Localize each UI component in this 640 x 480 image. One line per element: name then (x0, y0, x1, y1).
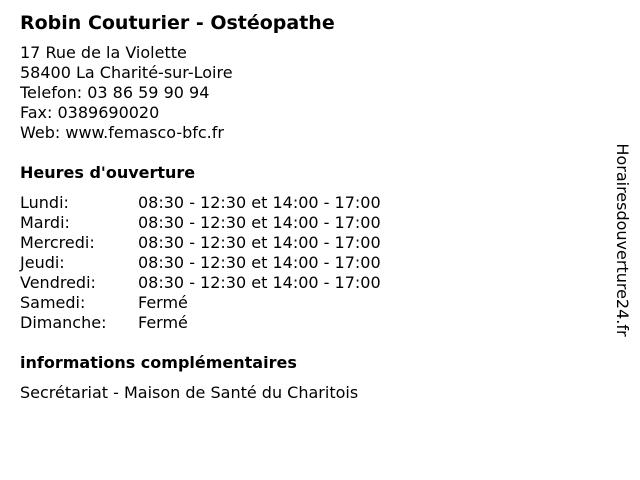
street-address: 17 Rue de la Violette (20, 43, 187, 62)
site-brand-vertical: Horairesdouverture24.fr (613, 143, 632, 337)
hours-day: Lundi: (20, 193, 69, 212)
hours-time: 08:30 - 12:30 et 14:00 - 17:00 (138, 213, 381, 232)
hours-day: Samedi: (20, 293, 86, 312)
hours-time: 08:30 - 12:30 et 14:00 - 17:00 (138, 193, 381, 212)
hours-heading: Heures d'ouverture (20, 163, 196, 182)
hours-row (20, 293, 600, 313)
hours-time: Fermé (138, 313, 188, 332)
hours-row (20, 313, 600, 333)
hours-time: 08:30 - 12:30 et 14:00 - 17:00 (138, 253, 381, 272)
business-card (20, 9, 600, 403)
hours-time: Fermé (138, 293, 188, 312)
address-block (20, 43, 600, 143)
hours-day: Mardi: (20, 213, 70, 232)
hours-day: Vendredi: (20, 273, 96, 292)
website: Web: www.femasco-bfc.fr (20, 123, 224, 142)
hours-day: Dimanche: (20, 313, 107, 332)
hours-row (20, 233, 600, 253)
phone-number: Telefon: 03 86 59 90 94 (20, 83, 210, 102)
fax-number: Fax: 0389690020 (20, 103, 160, 122)
hours-row (20, 193, 600, 213)
hours-day: Jeudi: (20, 253, 65, 272)
city-address: 58400 La Charité-sur-Loire (20, 63, 233, 82)
hours-row (20, 253, 600, 273)
info-heading: informations complémentaires (20, 353, 297, 372)
hours-time: 08:30 - 12:30 et 14:00 - 17:00 (138, 233, 381, 252)
info-text: Secrétariat - Maison de Santé du Charitois (20, 383, 359, 402)
hours-row (20, 273, 600, 293)
hours-day: Mercredi: (20, 233, 95, 252)
business-name: Robin Couturier - Ostéopathe (20, 12, 335, 34)
hours-table (20, 193, 600, 333)
hours-time: 08:30 - 12:30 et 14:00 - 17:00 (138, 273, 381, 292)
hours-row (20, 213, 600, 233)
